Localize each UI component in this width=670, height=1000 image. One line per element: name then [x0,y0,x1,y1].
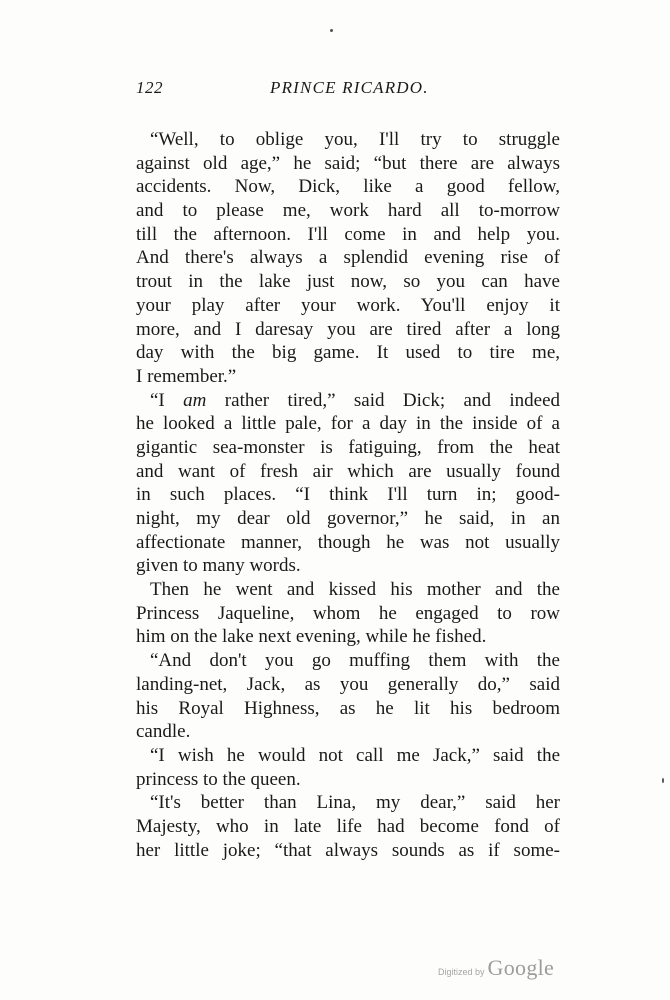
running-title: PRINCE RICARDO. [270,78,429,97]
text-line: “And don't you go muffing them with the [150,650,560,672]
text-line: Princess Jaqueline, whom he engaged to row [136,602,560,624]
digitized-watermark [438,955,554,979]
text-line: night, my dear old governor,” he said, in an [136,508,560,529]
text-line: till the afternoon. I'll come in and help you. [136,223,560,245]
text-line: gigantic sea-monster is fatiguing, from the heat [136,436,560,458]
text-line: candle. [136,721,191,743]
text-line: Then he went and kissed his mother and the [150,579,560,601]
print-speck [662,778,664,783]
text-line: your play after your work. You'll enjoy it [136,294,560,316]
text-line: “Well, to oblige you, I'll try to struggle [150,129,560,150]
google-logo: Google [487,955,555,980]
text-line: affectionate manner, though he was not usually [136,531,560,553]
text-line: her little joke; “that always sounds as if some- [136,839,560,861]
body-text [136,128,560,862]
digitized-label: Digitized by [438,967,485,977]
text-line: Majesty, who in late life had become fond of [136,815,560,837]
text-line: “It's better than Lina, my dear,” said her [150,792,560,814]
text-line: princess to the queen. [136,768,301,790]
text-line: in such places. “I think I'll turn in; good- [136,484,560,506]
text-line: his Royal Highness, as he lit his bedroom [136,697,560,719]
text-line: accidents. Now, Dick, like a good fellow, [136,176,560,198]
text-line: “I am rather tired,” said Dick; and indeed [150,389,560,411]
text-line: given to many words. [136,555,301,577]
text-line: And there's always a splendid evening rise of [136,247,560,269]
page-header [136,78,560,102]
text-line: I remember.” [136,365,237,387]
text-line: trout in the lake just now, so you can have [136,271,560,293]
text-line: day with the big game. It used to tire me, [136,342,560,364]
text-line: “I wish he would not call me Jack,” said the [150,744,560,766]
text-line: against old age,” he said; “but there are always [136,152,560,174]
print-speck [330,29,333,32]
text-line: and want of fresh air which are usually found [136,460,560,482]
text-line: more, and I daresay you are tired after a long [136,318,560,340]
text-line: him on the lake next evening, while he fished. [136,626,487,648]
page-number: 122 [136,78,163,97]
text-line: he looked a little pale, for a day in the inside of a [136,413,560,435]
text-line: and to please me, work hard all to-morrow [136,200,560,222]
text-line: landing-net, Jack, as you generally do,” said [136,673,560,695]
